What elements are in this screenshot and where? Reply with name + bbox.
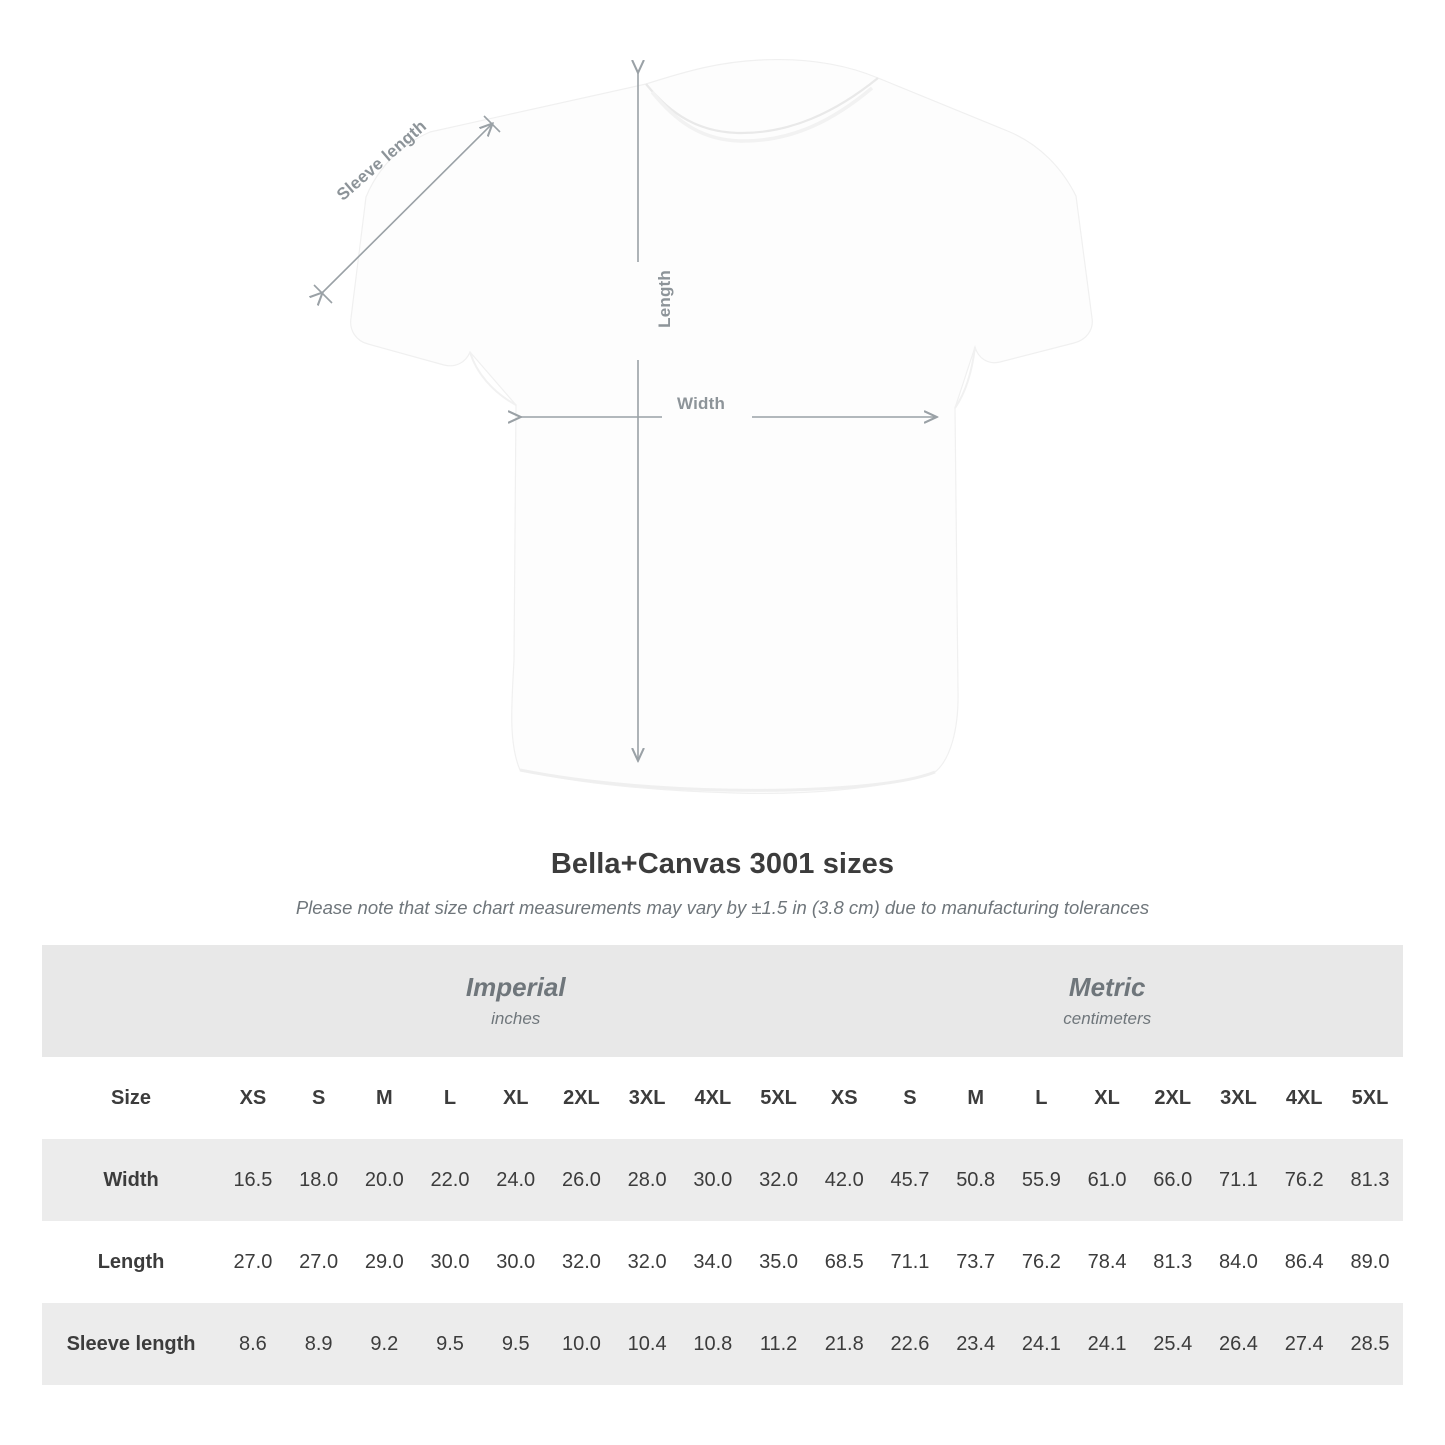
unit-header-row (42, 945, 1403, 1057)
measurement-cell: 76.2 (1009, 1221, 1075, 1303)
size-column-header: 2XL (549, 1057, 615, 1139)
tshirt-shape (351, 60, 1093, 794)
measurement-cell: 27.4 (1271, 1303, 1337, 1385)
tolerance-note: Please note that size chart measurements may vary by ±1.5 in (3.8 cm) due to manufacturing tolerances (295, 897, 1150, 918)
measurement-cell: 22.0 (417, 1139, 483, 1221)
measurement-cell: 23.4 (943, 1303, 1009, 1385)
metric-header-cell (811, 945, 1403, 1057)
measurement-cell: 81.3 (1140, 1221, 1206, 1303)
size-table-wrap (42, 945, 1403, 1385)
measurement-cell: 42.0 (811, 1139, 877, 1221)
measurement-cell: 18.0 (286, 1139, 352, 1221)
measurement-cell: 25.4 (1140, 1303, 1206, 1385)
measurement-cell: 28.0 (614, 1139, 680, 1221)
measurement-cell: 32.0 (549, 1221, 615, 1303)
measurement-cell: 71.1 (1206, 1139, 1272, 1221)
size-header-row (42, 1057, 1403, 1139)
imperial-header-cell (220, 945, 811, 1057)
measurement-cell: 84.0 (1206, 1221, 1272, 1303)
measurement-cell: 27.0 (220, 1221, 286, 1303)
measurement-cell: 16.5 (220, 1139, 286, 1221)
measurement-row-label: Width (42, 1139, 220, 1221)
measurement-cell: 8.6 (220, 1303, 286, 1385)
sleeve-length-label: Sleeve length (333, 116, 431, 205)
measurement-row-label: Sleeve length (42, 1303, 220, 1385)
measurement-cell: 34.0 (680, 1221, 746, 1303)
measurement-cell: 24.1 (1009, 1303, 1075, 1385)
measurement-cell: 30.0 (680, 1139, 746, 1221)
size-column-header: 3XL (1206, 1057, 1272, 1139)
measurement-cell: 8.9 (286, 1303, 352, 1385)
size-column-header: L (1009, 1057, 1075, 1139)
measurement-cell: 71.1 (877, 1221, 943, 1303)
size-column-header: M (351, 1057, 417, 1139)
measurement-cell: 11.2 (746, 1303, 812, 1385)
measurement-cell: 78.4 (1074, 1221, 1140, 1303)
measurement-cell: 24.1 (1074, 1303, 1140, 1385)
measurement-cell: 26.4 (1206, 1303, 1272, 1385)
table-row (42, 1221, 1403, 1303)
size-column-header: 4XL (1271, 1057, 1337, 1139)
measurement-cell: 21.8 (811, 1303, 877, 1385)
measurement-cell: 9.5 (483, 1303, 549, 1385)
imperial-unit-label: inches (491, 1008, 541, 1028)
measurement-cell: 27.0 (286, 1221, 352, 1303)
measurement-cell: 61.0 (1074, 1139, 1140, 1221)
measurement-cell: 66.0 (1140, 1139, 1206, 1221)
measurement-cell: 24.0 (483, 1139, 549, 1221)
measurement-cell: 32.0 (746, 1139, 812, 1221)
measurement-cell: 30.0 (417, 1221, 483, 1303)
metric-unit-label: centimeters (1063, 1008, 1152, 1028)
measurement-cell: 10.8 (680, 1303, 746, 1385)
measurement-cell: 9.2 (351, 1303, 417, 1385)
metric-system-label: Metric (1068, 972, 1146, 1003)
measurement-cell: 26.0 (549, 1139, 615, 1221)
unit-spacer-cell (42, 945, 220, 1057)
width-label: Width (677, 394, 726, 413)
size-column-header: S (877, 1057, 943, 1139)
measurement-cell: 35.0 (746, 1221, 812, 1303)
measurement-cell: 55.9 (1009, 1139, 1075, 1221)
size-column-header: XS (811, 1057, 877, 1139)
size-column-header: L (417, 1057, 483, 1139)
table-row (42, 1303, 1403, 1385)
title-block (0, 848, 1445, 919)
size-table (42, 945, 1403, 1385)
size-table-body (42, 1057, 1403, 1385)
size-column-header: 5XL (746, 1057, 812, 1139)
measurement-row-label: Length (42, 1221, 220, 1303)
measurement-cell: 32.0 (614, 1221, 680, 1303)
size-column-header: XL (483, 1057, 549, 1139)
measurement-cell: 9.5 (417, 1303, 483, 1385)
sleeve-tick-bottom (314, 285, 332, 303)
measurement-cell: 50.8 (943, 1139, 1009, 1221)
page-title: Bella+Canvas 3001 sizes (550, 848, 895, 880)
measurement-cell: 68.5 (811, 1221, 877, 1303)
size-column-header: 5XL (1337, 1057, 1403, 1139)
measurement-cell: 20.0 (351, 1139, 417, 1221)
measurement-cell: 73.7 (943, 1221, 1009, 1303)
measurement-cell: 89.0 (1337, 1221, 1403, 1303)
size-column-header: XS (220, 1057, 286, 1139)
measurement-cell: 30.0 (483, 1221, 549, 1303)
size-column-header: 3XL (614, 1057, 680, 1139)
measurement-cell: 81.3 (1337, 1139, 1403, 1221)
measurement-cell: 22.6 (877, 1303, 943, 1385)
measurement-cell: 45.7 (877, 1139, 943, 1221)
size-column-header: 4XL (680, 1057, 746, 1139)
measurement-cell: 86.4 (1271, 1221, 1337, 1303)
size-row-label: Size (42, 1057, 220, 1139)
size-column-header: XL (1074, 1057, 1140, 1139)
length-label: Length (655, 270, 674, 328)
measurement-cell: 28.5 (1337, 1303, 1403, 1385)
size-column-header: M (943, 1057, 1009, 1139)
table-row (42, 1139, 1403, 1221)
measurement-cell: 10.0 (549, 1303, 615, 1385)
measurement-cell: 76.2 (1271, 1139, 1337, 1221)
size-column-header: 2XL (1140, 1057, 1206, 1139)
imperial-system-label: Imperial (465, 972, 566, 1003)
size-column-header: S (286, 1057, 352, 1139)
measurement-cell: 29.0 (351, 1221, 417, 1303)
measurement-cell: 10.4 (614, 1303, 680, 1385)
